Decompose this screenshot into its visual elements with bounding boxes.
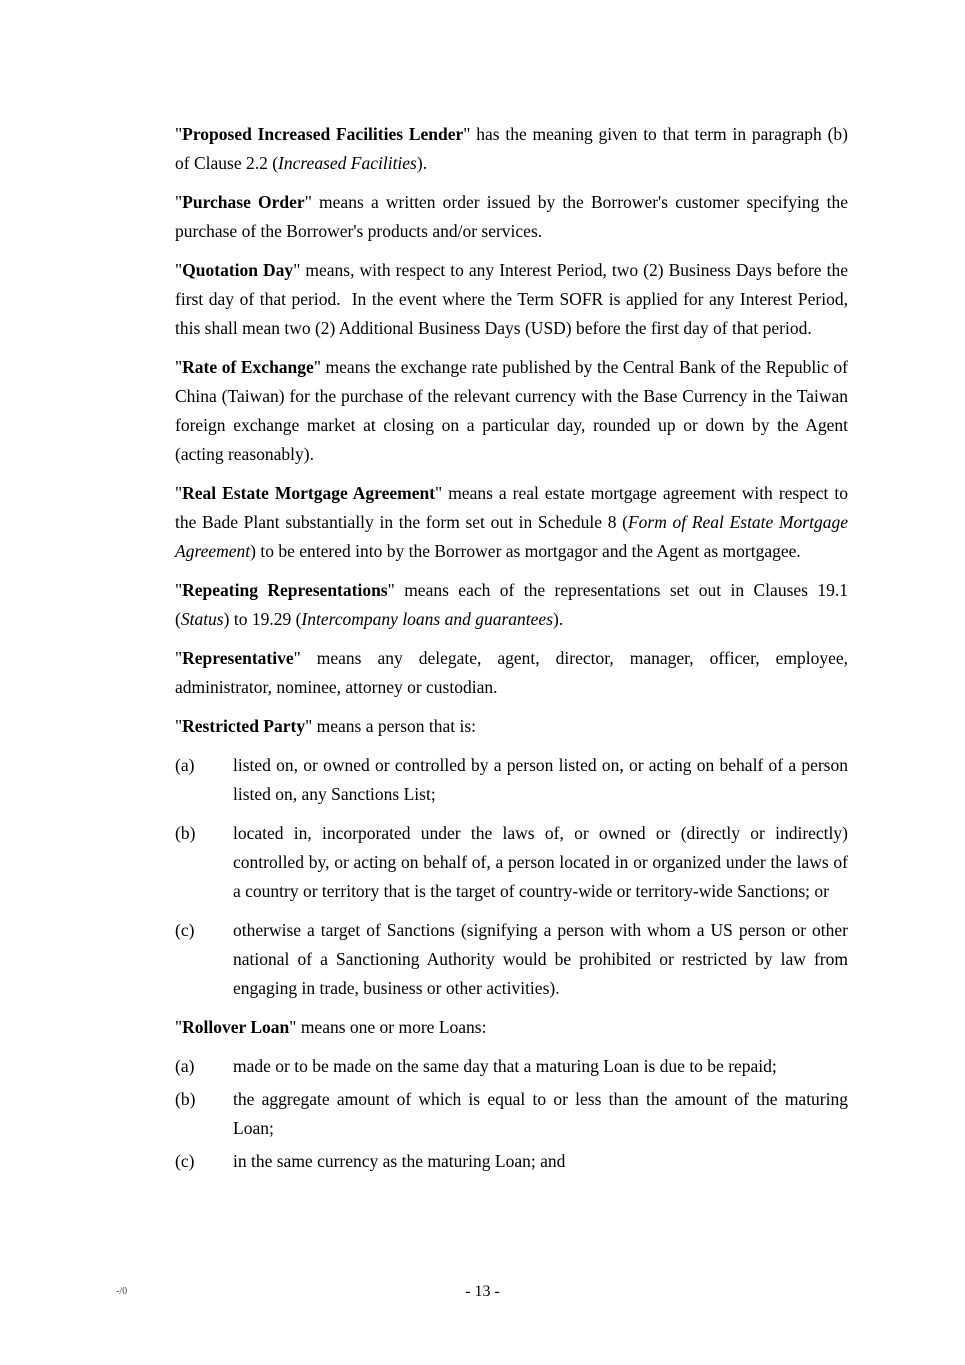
list-item-number: (a) — [175, 755, 195, 775]
list-item-number: (b) — [175, 1089, 196, 1109]
cross-reference: Intercompany loans and guarantees — [301, 609, 554, 629]
document-page — [175, 120, 853, 1180]
list-item-text: in the same currency as the maturing Loan; and — [233, 1151, 566, 1171]
list-item-text: located in, incorporated under the laws of, or owned or (directly or indirectly) controlled by, or acting on behalf of, a person located in or organized under the laws of a country or territory that is the target of country-wide or territory-wide Sanctions; or — [233, 823, 848, 901]
page-number: - 13 - — [465, 1283, 500, 1300]
list-item-number: (c) — [175, 1151, 195, 1171]
defined-term: Quotation Day — [182, 260, 294, 280]
defined-term: Rate of Exchange — [182, 357, 314, 377]
definition-representative: "Representative" means any delegate, agent, director, manager, officer, employee, administrator, nominee, attorney or custodian. — [175, 648, 848, 697]
definition-repeating-representations: "Repeating Representations" means each of the representations set out in Clauses 19.1 (Status) to 19.29 (Intercompany loans and guarantees). — [175, 580, 848, 629]
defined-term: Purchase Order — [182, 192, 305, 212]
list-item — [175, 1147, 848, 1176]
definition-rate-of-exchange: "Rate of Exchange" means the exchange rate published by the Central Bank of the Republic of China (Taiwan) for the purchase of the relevant currency with the Base Currency in the Taiwan foreign exchange market at closing on a particular day, rounded up or down by the Agent (acting reasonably). — [175, 357, 849, 464]
list-item — [175, 819, 848, 906]
definition-quotation-day: "Quotation Day" means, with respect to any Interest Period, two (2) Business Days before the first day of that period. In the event where the Term SOFR is applied for any Interest Period, this shall mean two (2) Additional Business Days (USD) before the first day of that period. — [175, 260, 853, 338]
cross-reference: Increased Facilities — [278, 153, 417, 173]
list-item-number: (c) — [175, 920, 195, 940]
definition-proposed-increased-facilities-lender: "Proposed Increased Facilities Lender" has the meaning given to that term in paragraph (b) of Clause 2.2 (Increased Facilities). — [175, 124, 848, 173]
list-item-number: (a) — [175, 1056, 195, 1076]
list-item — [175, 751, 848, 809]
document-reference-code: -/0 — [116, 1286, 128, 1297]
list-item-text: made or to be made on the same day that a maturing Loan is due to be repaid; — [233, 1056, 777, 1076]
list-item — [175, 1085, 848, 1143]
list-item — [175, 916, 848, 1003]
defined-term: Rollover Loan — [182, 1017, 290, 1037]
cross-reference: Status — [180, 609, 224, 629]
list-item-text: listed on, or owned or controlled by a person listed on, or acting on behalf of a person listed on, any Sanctions List; — [233, 755, 848, 804]
list-item-text: otherwise a target of Sanctions (signifying a person with whom a US person or other national of a Sanctioning Authority would be prohibited or restricted by law from engaging in trade, business or other activities). — [233, 920, 848, 998]
definition-real-estate-mortgage-agreement: "Real Estate Mortgage Agreement" means a real estate mortgage agreement with respect to the Bade Plant substantially in the form set out in Schedule 8 (Form of Real Estate Mortgage Agreement) to be entered into by the Borrower as mortgagor and the Agent as mortgagee. — [175, 483, 848, 561]
defined-term: Real Estate Mortgage Agreement — [182, 483, 436, 503]
definition-restricted-party: "Restricted Party" means a person that is: — [175, 716, 477, 736]
list-item-text: the aggregate amount of which is equal to or less than the amount of the maturing Loan; — [233, 1089, 848, 1138]
defined-term: Representative — [182, 648, 294, 668]
cross-reference: Form of Real Estate Mortgage Agreement — [175, 512, 848, 561]
definition-rollover-loan: "Rollover Loan" means one or more Loans: — [175, 1017, 487, 1037]
list-item-number: (b) — [175, 823, 196, 843]
definition-purchase-order: "Purchase Order" means a written order issued by the Borrower's customer specifying the purchase of the Borrower's products and/or services. — [175, 192, 848, 241]
defined-term: Restricted Party — [182, 716, 306, 736]
defined-term: Repeating Representations — [182, 580, 388, 600]
list-item — [175, 1052, 848, 1081]
defined-term: Proposed Increased Facilities Lender — [182, 124, 464, 144]
